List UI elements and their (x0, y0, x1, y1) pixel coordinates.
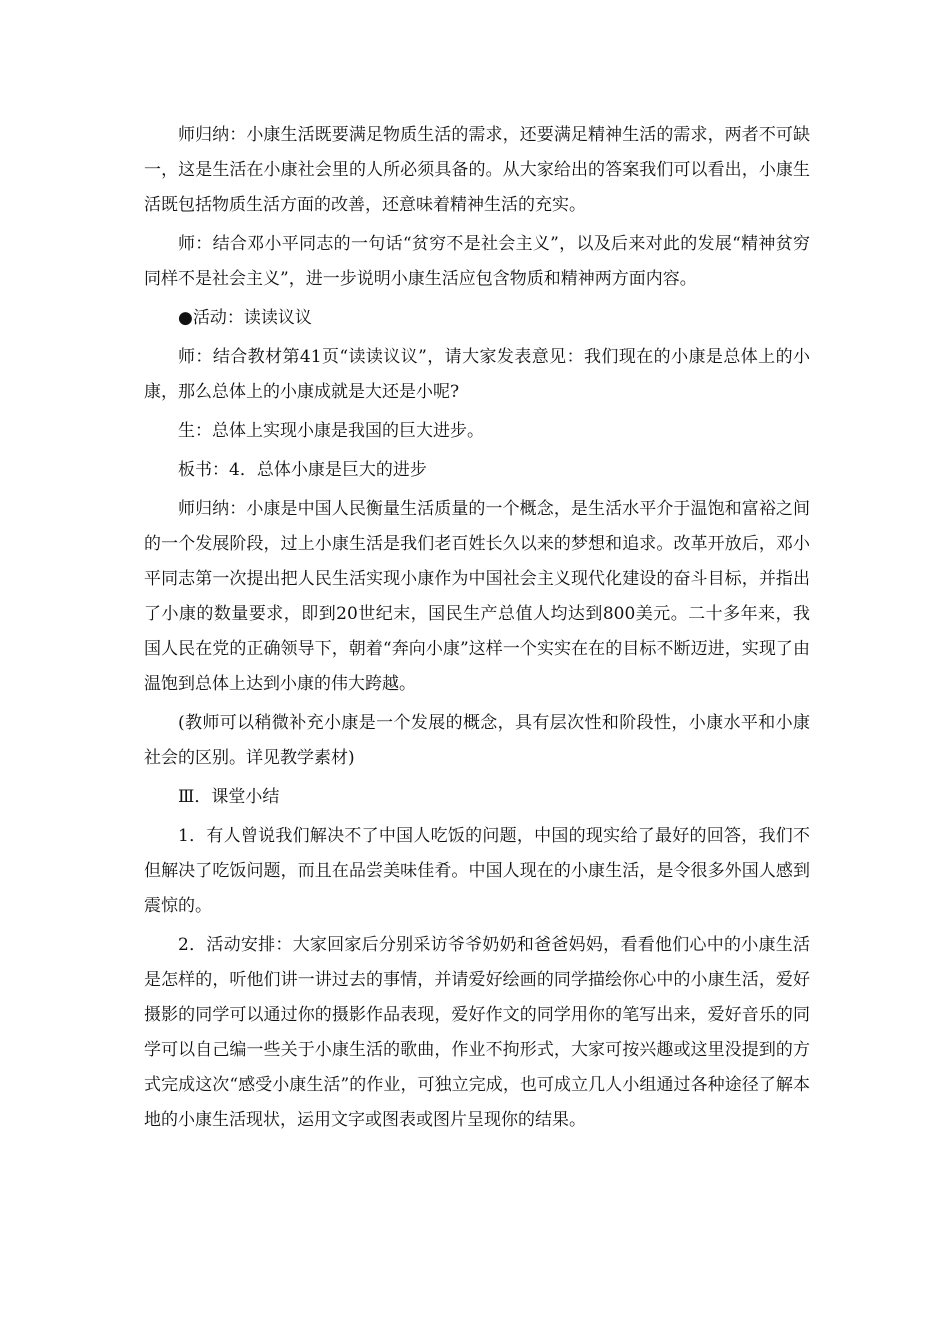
paragraph-teacher-note: (教师可以稍微补充小康是一个发展的概念，具有层次性和阶段性，小康水平和小康社会的区别。详见教学素材) (144, 713, 810, 768)
paragraph-summary-xiaokang: 师归纳：小康是中国人民衡量生活质量的一个概念，是生活水平介于温饱和富裕之间的一个发展阶段，过上小康生活是我们老百姓长久以来的梦想和追求。改革开放后，邓小平同志第一次提出把人民生活实现小康作为中国社会主义现代化建设的奋斗目标，并指出了小康的数量要求，即到20世纪末，国民生产总值人均达到800美元。二十多年来，我国人民在党的正确领导下，朝着“奔向小康”这样一个实实在在的目标不断迈进，实现了由温饱到总体上达到小康的伟大跨越。 (144, 499, 810, 694)
paragraph-activity-heading: ●活动：读读议议 (178, 308, 312, 328)
paragraph-summary-needs: 师归纳：小康生活既要满足物质生活的需求，还要满足精神生活的需求，两者不可缺一，这是生活在小康社会里的人所必须具备的。从大家给出的答案我们可以看出，小康生活既包括物质生活方面的改善，还意味着精神生活的充实。 (144, 125, 810, 215)
paragraph-deng-quote: 师：结合邓小平同志的一句话“贫穷不是社会主义”，以及后来对此的发展“精神贫穷同样不是社会主义”，进一步说明小康生活应包含物质和精神两方面内容。 (144, 234, 810, 289)
paragraph-student-answer: 生：总体上实现小康是我国的巨大进步。 (178, 421, 484, 441)
paragraph-summary-point-2: 2．活动安排：大家回家后分别采访爷爷奶奶和爸爸妈妈，看看他们心中的小康生活是怎样的，听他们讲一讲过去的事情，并请爱好绘画的同学描绘你心中的小康生活，爱好摄影的同学可以通过你的摄影作品表现，爱好作文的同学用你的笔写出来，爱好音乐的同学可以自己编一些关于小康生活的歌曲，作业不拘形式，大家可按兴趣或这里没提到的方式完成这次“感受小康生活”的作业，可独立完成，也可成立几人小组通过各种途径了解本地的小康生活现状，运用文字或图表或图片呈现你的结果。 (144, 935, 810, 1130)
paragraph-board-note: 板书：4．总体小康是巨大的进步 (178, 460, 427, 480)
paragraph-section-heading: Ⅲ．课堂小结 (178, 787, 280, 807)
paragraph-summary-point-1: 1．有人曾说我们解决不了中国人吃饭的问题，中国的现实给了最好的回答，我们不但解决了吃饭问题，而且在品尝美味佳肴。中国人现在的小康生活，是令很多外国人感到震惊的。 (144, 826, 810, 916)
paragraph-teacher-question: 师：结合教材第41页“读读议议”，请大家发表意见：我们现在的小康是总体上的小康，那么总体上的小康成就是大还是小呢? (144, 347, 810, 402)
